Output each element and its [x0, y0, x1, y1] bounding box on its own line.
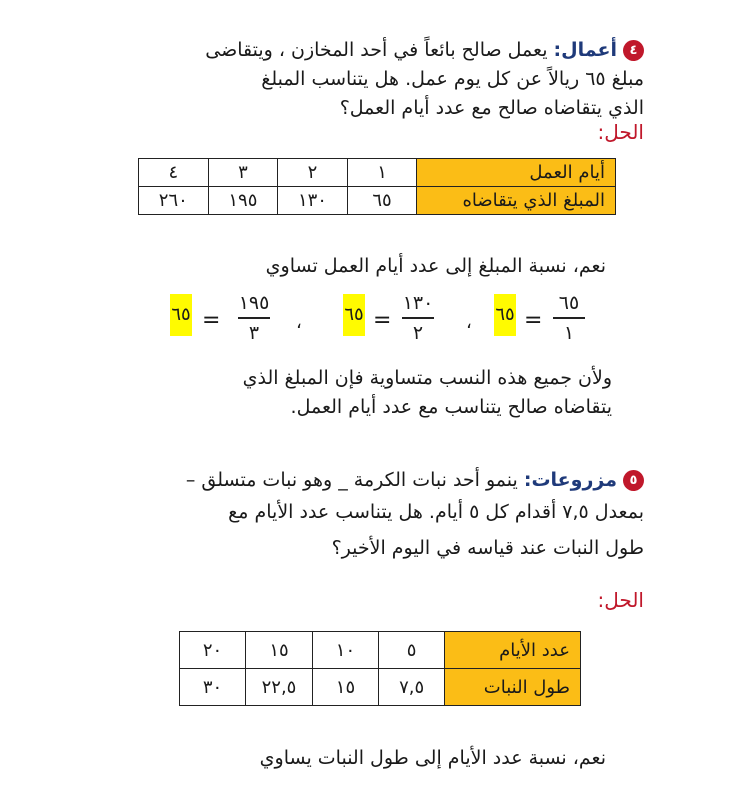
- equals-sign: =: [524, 308, 543, 333]
- table-cell: ٢٦٠: [139, 187, 209, 215]
- fraction-denominator: ١: [563, 322, 575, 344]
- table-cell: ٣: [208, 159, 278, 187]
- solution-label: الحل:: [597, 588, 644, 612]
- fraction-bar: [238, 317, 270, 319]
- problem-4-line3: الذي يتقاضاه صالح مع عدد أيام العمل؟: [339, 97, 644, 119]
- table-cell: ١٠: [312, 632, 378, 669]
- problem-5-line2: بمعدل ٧,٥ أقدام كل ٥ أيام. هل يتناسب عدد الأيام مع: [228, 501, 644, 523]
- problem-number-badge: ٥: [623, 470, 644, 491]
- table-cell: ٢٠: [180, 632, 246, 669]
- fraction-denominator: ٢: [412, 322, 424, 344]
- problem-4: [24, 36, 644, 123]
- equals-sign: =: [202, 308, 221, 333]
- table-cell: ١٥: [246, 632, 313, 669]
- fraction-numerator: ١٣٠: [402, 292, 434, 314]
- highlighted-result: [343, 294, 365, 336]
- problem-text: ينمو أحد نبات الكرمة _ وهو نبات متسلق –: [185, 469, 518, 491]
- table-cell: ٦٥: [347, 187, 417, 215]
- result-value: ٦٥: [344, 304, 364, 325]
- problem-4-line1: [24, 36, 644, 65]
- table-cell: ٥: [378, 632, 444, 669]
- highlighted-result: [170, 294, 192, 336]
- table-cell: ٣٠: [180, 669, 246, 706]
- table-cell: ٢: [278, 159, 348, 187]
- table-header-cell: طول النبات: [445, 669, 581, 706]
- ratio-fraction: [547, 292, 591, 344]
- table-cell: ١٩٥: [208, 187, 278, 215]
- table-header-cell: أيام العمل: [417, 159, 616, 187]
- fraction-numerator: ١٩٥: [238, 292, 270, 314]
- table-row: [180, 669, 581, 706]
- answer-4-conclusion: [52, 364, 612, 422]
- problem-4-line2: مبلغ ٦٥ ريالاً عن كل يوم عمل. هل يتناسب المبلغ: [261, 68, 644, 90]
- table-cell: ١٥: [312, 669, 378, 706]
- solution-label: الحل:: [597, 120, 644, 144]
- table-row: [180, 632, 581, 669]
- result-value: ٦٥: [495, 304, 515, 325]
- separator: ،: [296, 312, 302, 333]
- table-header-cell: عدد الأيام: [445, 632, 581, 669]
- problem-5: [24, 464, 644, 564]
- problem-text: يعمل صالح بائعاً في أحد المخازن ، ويتقاضى: [205, 39, 548, 61]
- fraction-bar: [553, 317, 585, 319]
- table-header-cell: المبلغ الذي يتقاضاه: [417, 187, 616, 215]
- table-row: [139, 159, 616, 187]
- table-work-days: [138, 158, 616, 215]
- conclusion-line: ولأن جميع هذه النسب متساوية فإن المبلغ الذي: [242, 367, 612, 389]
- table-cell: ٤: [139, 159, 209, 187]
- table-cell: ٢٢,٥: [246, 669, 313, 706]
- table-cell: ١: [347, 159, 417, 187]
- fraction-denominator: ٣: [248, 322, 260, 344]
- table-cell: ١٣٠: [278, 187, 348, 215]
- problem-5-line1: [24, 464, 644, 496]
- fraction-numerator: ٦٥: [558, 292, 580, 314]
- answer-5-intro: نعم، نسبة عدد الأيام إلى طول النبات يساوي: [259, 747, 606, 769]
- equals-sign: =: [373, 308, 392, 333]
- ratio-fraction: [396, 292, 440, 344]
- table-row: [139, 187, 616, 215]
- table-plant-growth: [179, 631, 581, 706]
- answer-4-intro: نعم، نسبة المبلغ إلى عدد أيام العمل تساوي: [265, 255, 606, 277]
- ratio-fraction: [232, 292, 276, 344]
- table-cell: ٧,٥: [378, 669, 444, 706]
- problem-number-badge: ٤: [623, 40, 644, 61]
- conclusion-line: يتقاضاه صالح يتناسب مع عدد أيام العمل.: [290, 396, 612, 418]
- problem-topic: مزروعات:: [523, 469, 617, 491]
- problem-5-line3: طول النبات عند قياسه في اليوم الأخير؟: [331, 537, 644, 559]
- highlighted-result: [494, 294, 516, 336]
- fraction-bar: [402, 317, 434, 319]
- result-value: ٦٥: [171, 304, 191, 325]
- problem-topic: أعمال:: [553, 39, 617, 61]
- separator: ،: [466, 312, 472, 333]
